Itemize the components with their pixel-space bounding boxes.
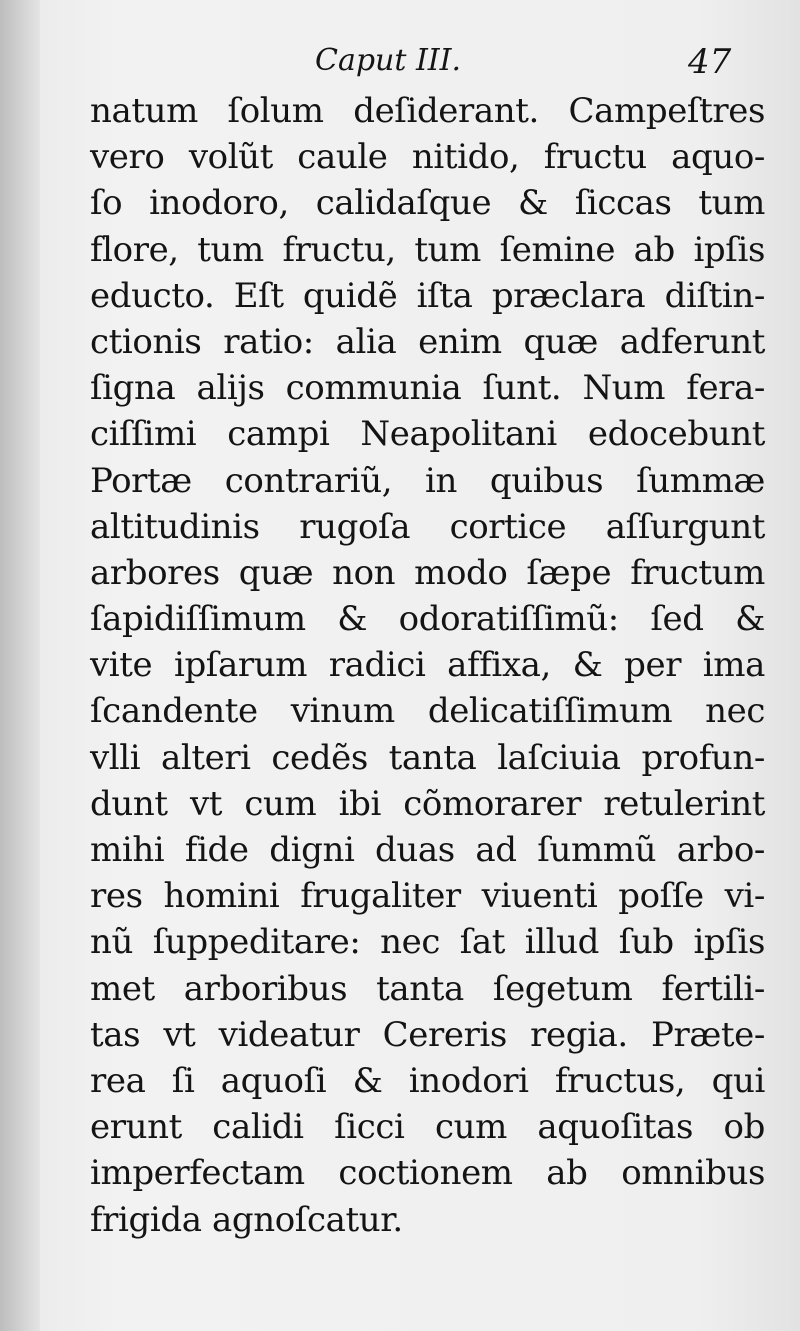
text-line: ciſſimi campi Neapolitani edocebunt xyxy=(90,414,765,455)
text-line: nũ ſuppeditare: nec ſat illud ſub ipſis xyxy=(90,922,765,963)
show-through xyxy=(400,1190,730,1230)
text-line: erunt calidi ſicci cum aquoſitas ob xyxy=(90,1107,765,1148)
running-head xyxy=(315,35,461,79)
text-line: ſo inodoro, calidaſque & ſiccas tum xyxy=(90,183,765,224)
text-line: met arboribus tanta ſegetum fertili- xyxy=(90,968,765,1009)
text-line: ctionis ratio: alia enim quæ adferunt xyxy=(90,321,765,362)
book-page xyxy=(20,0,790,1331)
text-line: mihi fide digni duas ad ſummũ arbo- xyxy=(90,830,765,870)
text-line: vero volũt caule nitido, fructu aquo- xyxy=(90,137,765,178)
text-line: vite ipſarum radici affixa, & per ima xyxy=(90,645,765,686)
text-line: tas vt videatur Cereris regia. Præte- xyxy=(90,1014,765,1055)
text-line: flore, tum fructu, tum ſemine ab ipſis xyxy=(90,229,765,270)
page-number: 47 xyxy=(688,42,732,82)
text-line: ſcandente vinum delicatiſſimum nec xyxy=(90,691,765,732)
text-line: altitudinis rugoſa cortice aſſurgunt xyxy=(90,506,765,547)
text-line: imperfectam coctionem ab omnibus xyxy=(90,1153,765,1194)
text-line: vlli alteri cedẽs tanta laſciuia profun- xyxy=(90,737,765,778)
text-line: ſapidiſſimum & odoratiſſimũ: ſed & xyxy=(90,599,765,640)
body-text xyxy=(90,88,765,1243)
text-line: res homini frugaliter viuenti poſſe vi- xyxy=(90,876,765,917)
text-line-last: frigida agnoſcatur. xyxy=(90,1199,403,1240)
text-line: arbores quæ non modo ſæpe fructum xyxy=(90,552,765,593)
text-line: natum ſolum deſiderant. Campeſtres xyxy=(90,91,765,131)
text-line: educto. Eſt quidẽ iſta præclara diſtin- xyxy=(90,275,765,316)
text-line: dunt vt cum ibi cõmorarer retulerint xyxy=(90,783,765,824)
text-line: ſigna alijs communia ſunt. Num fera- xyxy=(90,368,765,409)
running-title: Caput III. xyxy=(315,43,462,78)
text-line: Portæ contrariũ, in quibus ſummæ xyxy=(90,460,765,501)
text-line: rea ſi aquoſi & inodori fructus, qui xyxy=(90,1060,765,1101)
